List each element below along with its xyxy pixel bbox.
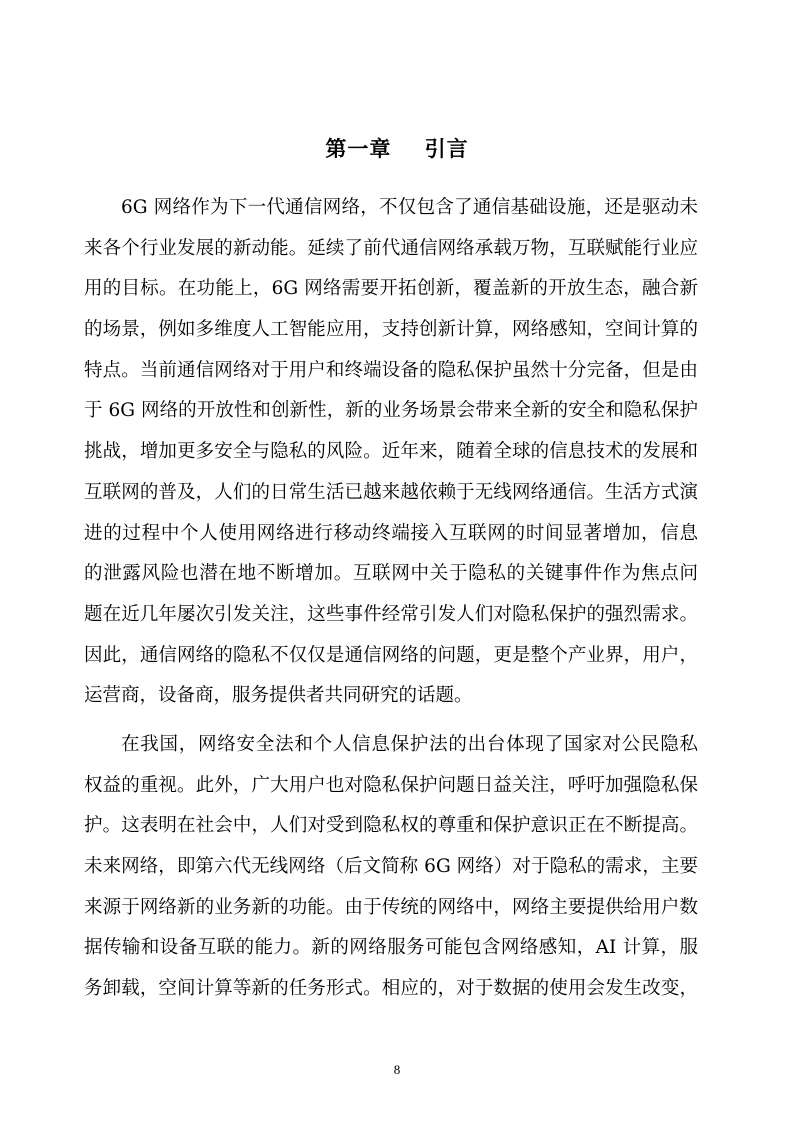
text-line: 6G 网络作为下一代通信网络，不仅包含了通信基础设施，还是驱动未 bbox=[121, 197, 698, 218]
text-line: 进的过程中个人使用网络进行移动终端接入互联网的时间显著增加，信息 bbox=[84, 522, 698, 544]
paragraph-gap bbox=[84, 717, 698, 725]
paragraph-2 bbox=[84, 725, 698, 1010]
text-line: 互联网的普及，人们的日常生活已越来越依赖于无线网络通信。生活方式演 bbox=[84, 481, 698, 503]
text-line: 特点。当前通信网络对于用户和终端设备的隐私保护虽然十分完备，但是由 bbox=[84, 359, 698, 381]
text-line: 权益的重视。此外，广大用户也对隐私保护问题日益关注，呼吁加强隐私保 bbox=[84, 774, 698, 796]
text-line: 来各个行业发展的新动能。延续了前代通信网络承载万物，互联赋能行业应 bbox=[84, 237, 698, 259]
text-line: 用的目标。在功能上，6G 网络需要开拓创新，覆盖新的开放生态，融合新 bbox=[84, 278, 698, 300]
paragraph-1 bbox=[84, 188, 698, 717]
text-line: 务卸载，空间计算等新的任务形式。相应的，对于数据的使用会发生改变， bbox=[84, 978, 698, 1000]
text-line: 的场景，例如多维度人工智能应用，支持创新计算，网络感知，空间计算的 bbox=[84, 319, 698, 341]
text-line: 于 6G 网络的开放性和创新性，新的业务场景会带来全新的安全和隐私保护 bbox=[84, 400, 698, 422]
chapter-title: 第一章 引言 bbox=[325, 137, 469, 161]
text-line: 来源于网络新的业务新的功能。由于传统的网络中，网络主要提供给用户数 bbox=[84, 896, 698, 918]
text-line: 挑战，增加更多安全与隐私的风险。近年来，随着全球的信息技术的发展和 bbox=[84, 441, 698, 463]
text-line: 题在近几年屡次引发关注，这些事件经常引发人们对隐私保护的强烈需求。 bbox=[84, 603, 698, 625]
text-line: 运营商，设备商，服务提供者共同研究的话题。 bbox=[84, 685, 473, 707]
text-line: 据传输和设备互联的能力。新的网络服务可能包含网络感知，AI 计算，服 bbox=[84, 937, 698, 959]
body-text bbox=[84, 188, 698, 1010]
text-line: 未来网络，即第六代无线网络（后文简称 6G 网络）对于隐私的需求，主要 bbox=[84, 856, 698, 877]
page-number: 8 bbox=[393, 1062, 401, 1077]
text-line: 护。这表明在社会中，人们对受到隐私权的尊重和保护意识正在不断提高。 bbox=[84, 815, 698, 837]
text-line: 因此，通信网络的隐私不仅仅是通信网络的问题，更是整个产业界，用户， bbox=[84, 644, 698, 666]
text-line: 在我国，网络安全法和个人信息保护法的出台体现了国家对公民隐私 bbox=[121, 733, 698, 755]
text-line: 的泄露风险也潜在地不断增加。互联网中关于隐私的关键事件作为焦点问 bbox=[84, 563, 698, 585]
